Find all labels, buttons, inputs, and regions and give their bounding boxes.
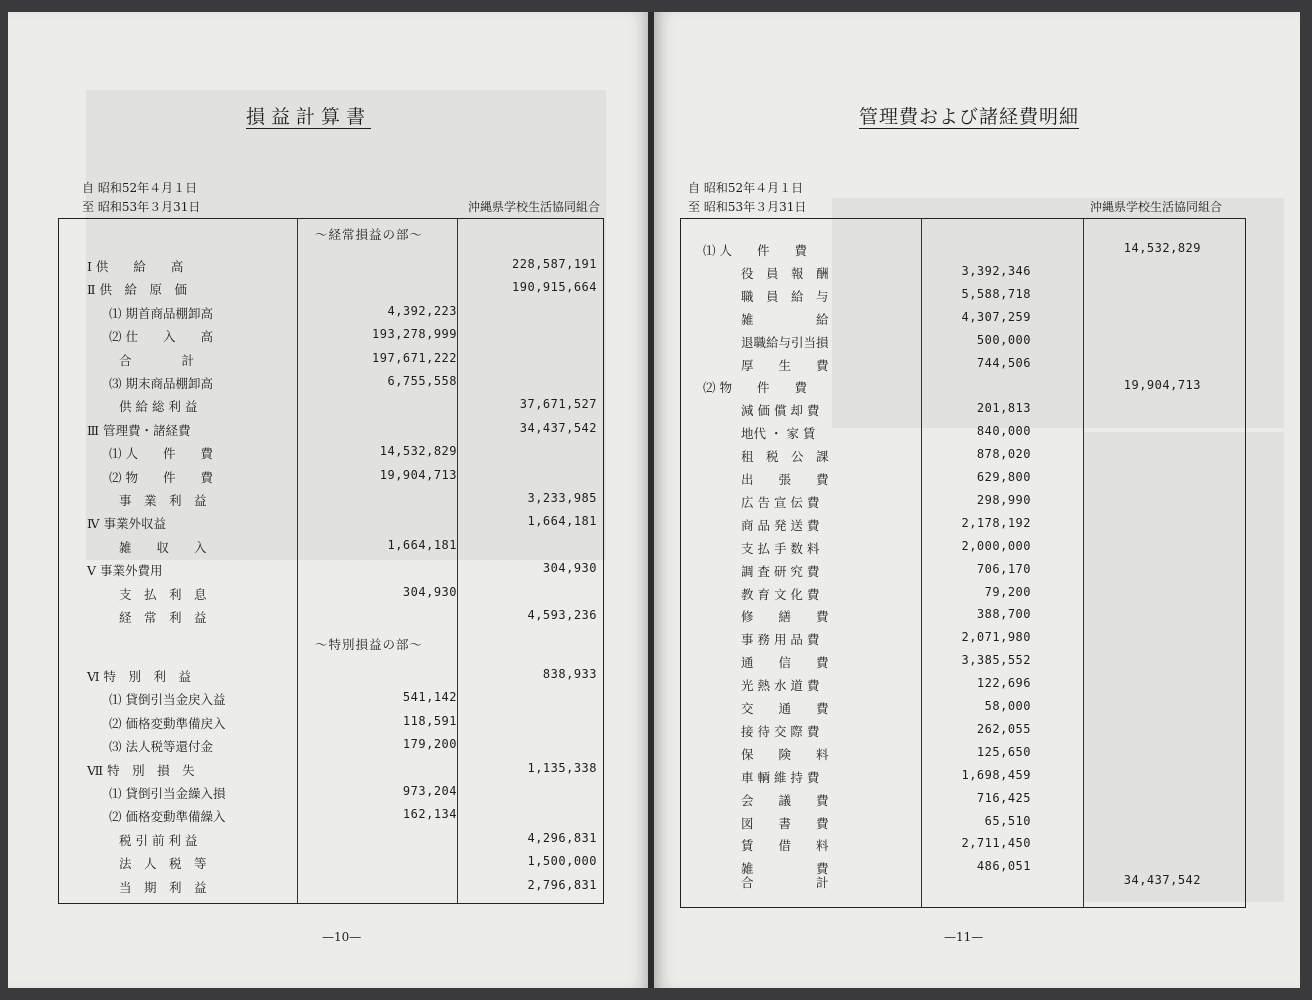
right-title: 管理費および諸経費明細 <box>859 106 1080 128</box>
table-row <box>59 608 603 628</box>
row-label: 法 人 税 等 <box>119 856 207 872</box>
row-amount-detail: 262,055 <box>976 721 1031 736</box>
table-row <box>59 468 603 488</box>
row-amount-total: 190,915,664 <box>512 280 597 295</box>
row-amount-detail: 2,000,000 <box>961 538 1031 553</box>
row-label: 事 業 利 益 <box>119 493 207 508</box>
row-amount-detail: 878,020 <box>976 447 1031 462</box>
table-row <box>59 444 603 464</box>
row-amount-total: 838,933 <box>542 667 597 681</box>
expense-detail-table <box>680 218 1246 908</box>
row-amount-total: 14,532,829 <box>1123 241 1201 255</box>
row-amount-total: 304,930 <box>542 561 597 576</box>
table-row <box>681 356 1245 376</box>
row-amount-total: 34,437,542 <box>519 420 597 435</box>
row-label: Ⅰ 供 給 高 <box>87 259 184 274</box>
row-label: 事 務 用 品 費 <box>741 632 820 648</box>
row-label: 出 張 費 <box>741 472 829 487</box>
table-row <box>681 814 1245 834</box>
table-row <box>681 378 1245 398</box>
table-row <box>59 397 603 417</box>
row-amount-total: 4,296,831 <box>527 830 597 845</box>
row-label: Ⅶ 特 別 損 失 <box>87 762 195 778</box>
table-row <box>681 699 1245 719</box>
table-row <box>59 514 603 534</box>
right-period-to: 至 昭和53年３月31日 <box>688 200 807 214</box>
row-label: ⑵ 価格変動準備戻入 <box>109 715 226 731</box>
row-label: 職 員 給 与 <box>741 288 829 304</box>
row-label: ⑴ 人 件 費 <box>703 243 807 258</box>
table-row <box>681 745 1245 765</box>
row-label: Ⅳ 事業外収益 <box>87 516 166 532</box>
row-label: 租 税 公 課 <box>741 449 829 465</box>
row-label: 地代 ・ 家 賃 <box>741 426 816 442</box>
row-amount-detail: 486,051 <box>976 859 1031 874</box>
table-row <box>681 287 1245 307</box>
right-page-number: —11— <box>944 930 984 944</box>
row-amount-detail: 298,990 <box>976 492 1031 507</box>
row-amount-detail: 65,510 <box>984 813 1031 828</box>
row-amount-detail: 6,755,558 <box>387 374 457 388</box>
row-label: Ⅵ 特 別 利 益 <box>87 669 192 684</box>
row-amount-detail: 4,307,259 <box>961 309 1031 324</box>
row-amount-detail: 973,204 <box>402 784 457 798</box>
total-value: 34,437,542 <box>1123 873 1201 887</box>
row-label: ⑶ 期末商品棚卸高 <box>109 376 213 391</box>
row-label: 車 輌 維 持 費 <box>741 769 820 785</box>
row-label: 雑 収 入 <box>119 539 207 555</box>
row-amount-total: 3,233,985 <box>527 491 597 505</box>
row-label: 合 計 <box>119 352 195 368</box>
table-row <box>681 310 1245 330</box>
left-period-from: 自 昭和52年４月１日 <box>82 181 198 195</box>
table-row <box>59 737 603 757</box>
row-label: ⑶ 法人税等還付金 <box>109 739 213 755</box>
row-amount-detail: 1,664,181 <box>387 537 457 552</box>
table-row <box>59 327 603 347</box>
table-row <box>681 539 1245 559</box>
table-row <box>59 304 603 324</box>
row-amount-detail: 304,930 <box>402 584 457 599</box>
row-amount-detail: 162,134 <box>402 807 457 822</box>
left-organization: 沖縄県学校生活協同組合 <box>467 200 600 214</box>
table-row <box>681 653 1245 673</box>
table-row <box>681 447 1245 467</box>
row-label: 支 払 利 息 <box>119 586 207 602</box>
row-label: 修 繕 費 <box>741 609 829 625</box>
table-row <box>681 722 1245 742</box>
row-amount-detail: 500,000 <box>976 332 1031 347</box>
row-label: 当 期 利 益 <box>119 879 207 895</box>
table-row <box>681 264 1245 284</box>
row-amount-detail: 706,170 <box>976 561 1031 576</box>
row-amount-detail: 58,000 <box>984 699 1031 713</box>
row-label: ⑴ 期首商品棚卸高 <box>109 305 213 321</box>
section-special-title: 〜特別損益の部〜 <box>315 637 424 652</box>
table-row <box>59 280 603 300</box>
row-label: 経 常 利 益 <box>119 610 207 625</box>
table-row <box>59 538 603 558</box>
row-amount-total: 19,904,713 <box>1123 378 1201 393</box>
table-row <box>59 351 603 371</box>
table-row <box>59 491 603 511</box>
row-label: 厚 生 費 <box>741 357 829 373</box>
row-amount-detail: 388,700 <box>976 607 1031 622</box>
row-amount-detail: 629,800 <box>976 470 1031 484</box>
table-row <box>59 374 603 394</box>
row-label: 商 品 発 送 費 <box>741 517 820 533</box>
row-label: 支 払 手 数 料 <box>741 540 820 556</box>
table-row <box>59 878 603 898</box>
row-label: 交 通 費 <box>741 701 829 716</box>
row-label: 税 引 前 利 益 <box>119 832 198 848</box>
table-row <box>59 257 603 277</box>
table-row <box>59 585 603 605</box>
row-amount-detail: 122,696 <box>976 676 1031 691</box>
row-label: 雑 費 <box>741 861 829 877</box>
row-amount-detail: 118,591 <box>402 713 457 728</box>
row-label: 雑 給 <box>741 311 829 327</box>
row-label: 通 信 費 <box>741 655 829 671</box>
row-label: 教 育 文 化 費 <box>741 586 820 602</box>
table-row <box>59 854 603 874</box>
row-label: 図 書 費 <box>741 815 829 831</box>
income-statement-table <box>58 218 604 904</box>
table-row <box>681 424 1245 444</box>
row-label: Ⅲ 管理費・諸経費 <box>87 422 191 438</box>
table-row <box>681 516 1245 536</box>
row-amount-detail: 840,000 <box>976 424 1031 439</box>
row-amount-detail: 2,071,980 <box>961 630 1031 645</box>
row-amount-total: 1,500,000 <box>527 854 597 869</box>
row-amount-total: 37,671,527 <box>519 397 597 412</box>
table-row <box>681 241 1245 261</box>
table-row <box>681 768 1245 788</box>
row-label: 保 険 料 <box>741 746 829 762</box>
table-row <box>59 831 603 851</box>
table-row <box>59 690 603 710</box>
row-label: ⑵ 価格変動準備繰入 <box>109 809 226 825</box>
table-row <box>681 470 1245 490</box>
row-label: ⑵ 仕 入 高 <box>109 329 213 345</box>
table-row <box>59 561 603 581</box>
row-amount-total: 4,593,236 <box>527 608 597 622</box>
row-amount-detail: 744,506 <box>976 355 1031 370</box>
row-amount-total: 1,664,181 <box>527 514 597 529</box>
table-row <box>681 585 1245 605</box>
row-amount-total: 2,796,831 <box>527 877 597 892</box>
table-row <box>681 401 1245 421</box>
row-label: Ⅴ 事業外費用 <box>87 563 163 579</box>
total-label: 合 計 <box>741 875 829 890</box>
table-row <box>59 714 603 734</box>
row-amount-detail: 125,650 <box>976 744 1031 759</box>
left-period-to: 至 昭和53年３月31日 <box>82 200 201 214</box>
row-label: 広 告 宣 伝 費 <box>741 494 820 510</box>
row-amount-detail: 541,142 <box>402 690 457 705</box>
right-period-from: 自 昭和52年４月１日 <box>688 181 804 195</box>
row-label: Ⅱ 供 給 原 価 <box>87 282 187 298</box>
table-row <box>59 761 603 781</box>
row-amount-detail: 1,698,459 <box>961 767 1031 782</box>
table-row <box>681 859 1245 879</box>
row-label: 退職給与引当損 <box>741 334 829 350</box>
row-label: 賃 借 料 <box>741 838 829 854</box>
row-amount-detail: 3,385,552 <box>961 653 1031 668</box>
table-row <box>681 607 1245 627</box>
row-label: 減 価 償 却 費 <box>741 403 820 419</box>
row-label: ⑴ 貸倒引当金戻入益 <box>109 692 226 708</box>
table-row <box>681 791 1245 811</box>
table-row <box>59 421 603 441</box>
row-amount-detail: 2,178,192 <box>961 515 1031 530</box>
row-amount-detail: 5,588,718 <box>961 286 1031 301</box>
row-amount-detail: 19,904,713 <box>379 467 457 482</box>
table-row <box>681 630 1245 650</box>
row-label: 供 給 総 利 益 <box>119 399 198 415</box>
row-amount-detail: 79,200 <box>984 584 1031 599</box>
row-label: ⑴ 人 件 費 <box>109 446 213 462</box>
table-row <box>681 333 1245 353</box>
row-label: 役 員 報 酬 <box>741 265 829 281</box>
table-row <box>59 807 603 827</box>
row-amount-total: 228,587,191 <box>512 257 597 271</box>
row-amount-detail: 4,392,223 <box>387 303 457 318</box>
row-amount-detail: 716,425 <box>976 790 1031 805</box>
row-amount-detail: 201,813 <box>976 401 1031 416</box>
left-page <box>8 12 650 988</box>
table-row <box>59 667 603 687</box>
row-label: 会 議 費 <box>741 792 829 808</box>
left-title: 損益計算書 <box>246 106 372 128</box>
table-row <box>681 836 1245 856</box>
row-label: 光 熱 水 道 費 <box>741 678 820 694</box>
row-label: ⑴ 貸倒引当金繰入損 <box>109 786 226 801</box>
table-row <box>681 493 1245 513</box>
row-amount-detail: 14,532,829 <box>379 444 457 459</box>
table-row <box>59 784 603 804</box>
row-label: 接 待 交 際 費 <box>741 723 820 739</box>
row-amount-total: 1,135,338 <box>527 760 597 775</box>
row-amount-detail: 3,392,346 <box>961 263 1031 278</box>
row-amount-detail: 179,200 <box>402 737 457 752</box>
row-label: ⑵ 物 件 費 <box>109 469 213 485</box>
left-page-number: —10— <box>322 930 362 944</box>
row-amount-detail: 193,278,999 <box>372 327 457 342</box>
row-label: 調 査 研 究 費 <box>741 563 820 579</box>
row-amount-detail: 197,671,222 <box>372 350 457 365</box>
section-ordinary-title: 〜経常損益の部〜 <box>315 227 424 242</box>
table-row <box>681 676 1245 696</box>
right-page <box>654 12 1300 988</box>
row-amount-detail: 2,711,450 <box>961 836 1031 851</box>
right-organization: 沖縄県学校生活協同組合 <box>1089 200 1222 214</box>
table-row <box>681 562 1245 582</box>
row-label: ⑵ 物 件 費 <box>703 380 807 396</box>
